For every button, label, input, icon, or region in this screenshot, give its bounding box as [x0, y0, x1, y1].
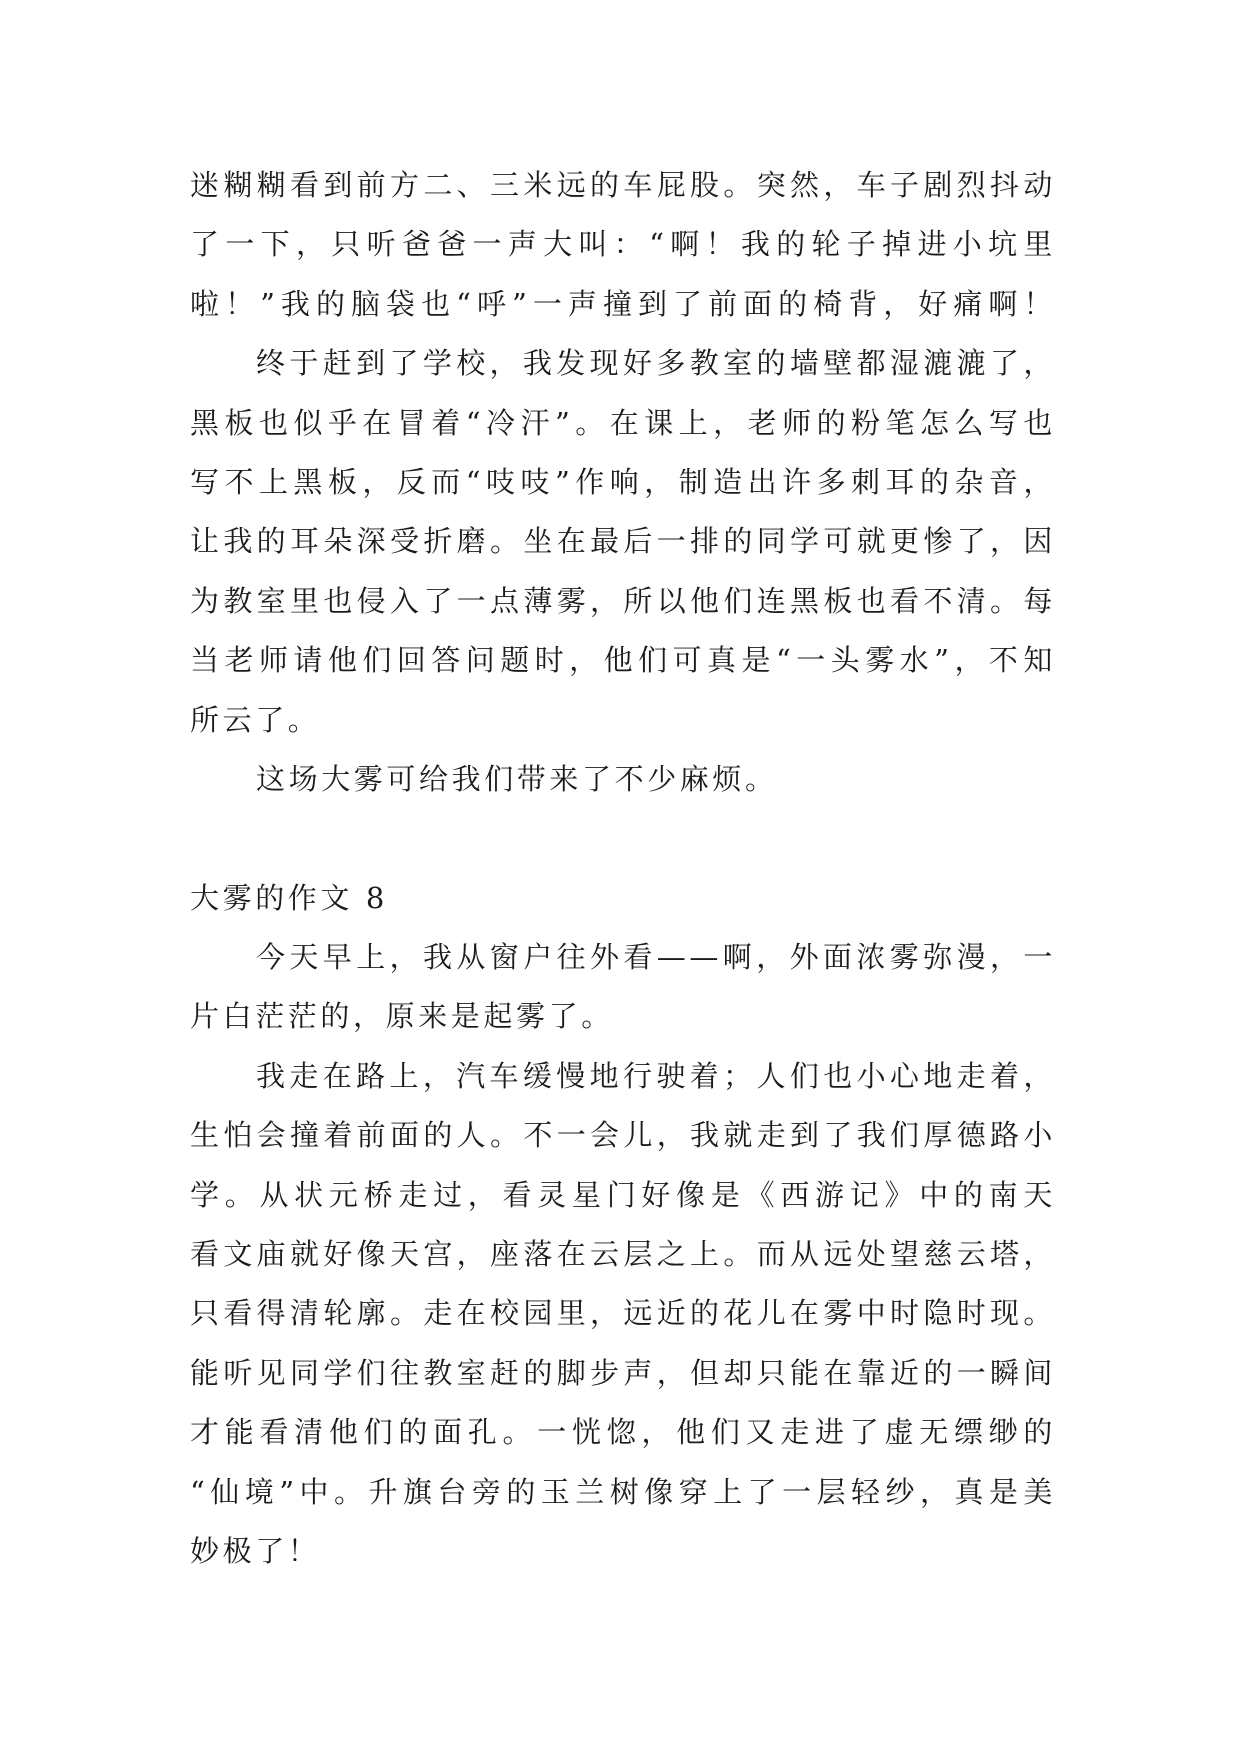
text-line: 这场大雾可给我们带来了不少麻烦。	[256, 761, 778, 796]
text-line: 写不上黑板，反而“吱吱”作响，制造出许多刺耳的杂音，	[190, 464, 1056, 499]
text-line: 为教室里也侵入了一点薄雾，所以他们连黑板也看不清。每	[190, 583, 1056, 618]
text-line: 今天早上，我从窗户往外看——啊，外面浓雾弥漫，一	[256, 940, 1056, 975]
paragraph	[190, 156, 1056, 334]
text-line: 看文庙就好像天宫，座落在云层之上。而从远处望慈云塔，	[190, 1237, 1056, 1272]
paragraph	[190, 1047, 1056, 1582]
section-heading: 大雾的作文 8	[190, 880, 388, 915]
paragraph	[190, 928, 1056, 1047]
text-line: 妙极了！	[190, 1533, 321, 1568]
text-line: 才能看清他们的面孔。一恍惚，他们又走进了虚无缥缈的	[190, 1415, 1056, 1450]
text-line: 了一下，只听爸爸一声大叫：“啊！我的轮子掉进小坑里	[190, 227, 1056, 262]
document-body	[190, 156, 1056, 1581]
text-line: 学。从状元桥走过，看灵星门好像是《西游记》中的南天	[190, 1177, 1056, 1212]
text-line: 迷糊糊看到前方二、三米远的车屁股。突然，车子剧烈抖动	[190, 168, 1056, 202]
text-line: 能听见同学们往教室赶的脚步声，但却只能在靠近的一瞬间	[190, 1355, 1056, 1390]
paragraph	[190, 334, 1056, 750]
text-line: 让我的耳朵深受折磨。坐在最后一排的同学可就更惨了，因	[190, 524, 1056, 559]
blank-line	[190, 809, 1056, 868]
text-line: 生怕会撞着前面的人。不一会儿，我就走到了我们厚德路小	[190, 1118, 1056, 1153]
text-line: 我走在路上，汽车缓慢地行驶着；人们也小心地走着，	[256, 1058, 1056, 1093]
text-line: 只看得清轮廓。走在校园里，远近的花儿在雾中时隐时现。	[190, 1296, 1056, 1331]
text-line: 黑板也似乎在冒着“冷汗”。在课上，老师的粉笔怎么写也	[190, 405, 1056, 440]
text-line: 终于赶到了学校，我发现好多教室的墙壁都湿漉漉了，	[256, 346, 1056, 381]
text-line: 所云了。	[190, 702, 321, 737]
text-line: “仙境”中。升旗台旁的玉兰树像穿上了一层轻纱，真是美	[190, 1474, 1056, 1509]
text-line: 当老师请他们回答问题时，他们可真是“一头雾水”，不知	[190, 643, 1056, 678]
text-line: 啦！”我的脑袋也“呼”一声撞到了前面的椅背，好痛啊！	[190, 286, 1056, 321]
paragraph	[190, 750, 1056, 809]
text-line: 片白茫茫的，原来是起雾了。	[190, 999, 614, 1034]
